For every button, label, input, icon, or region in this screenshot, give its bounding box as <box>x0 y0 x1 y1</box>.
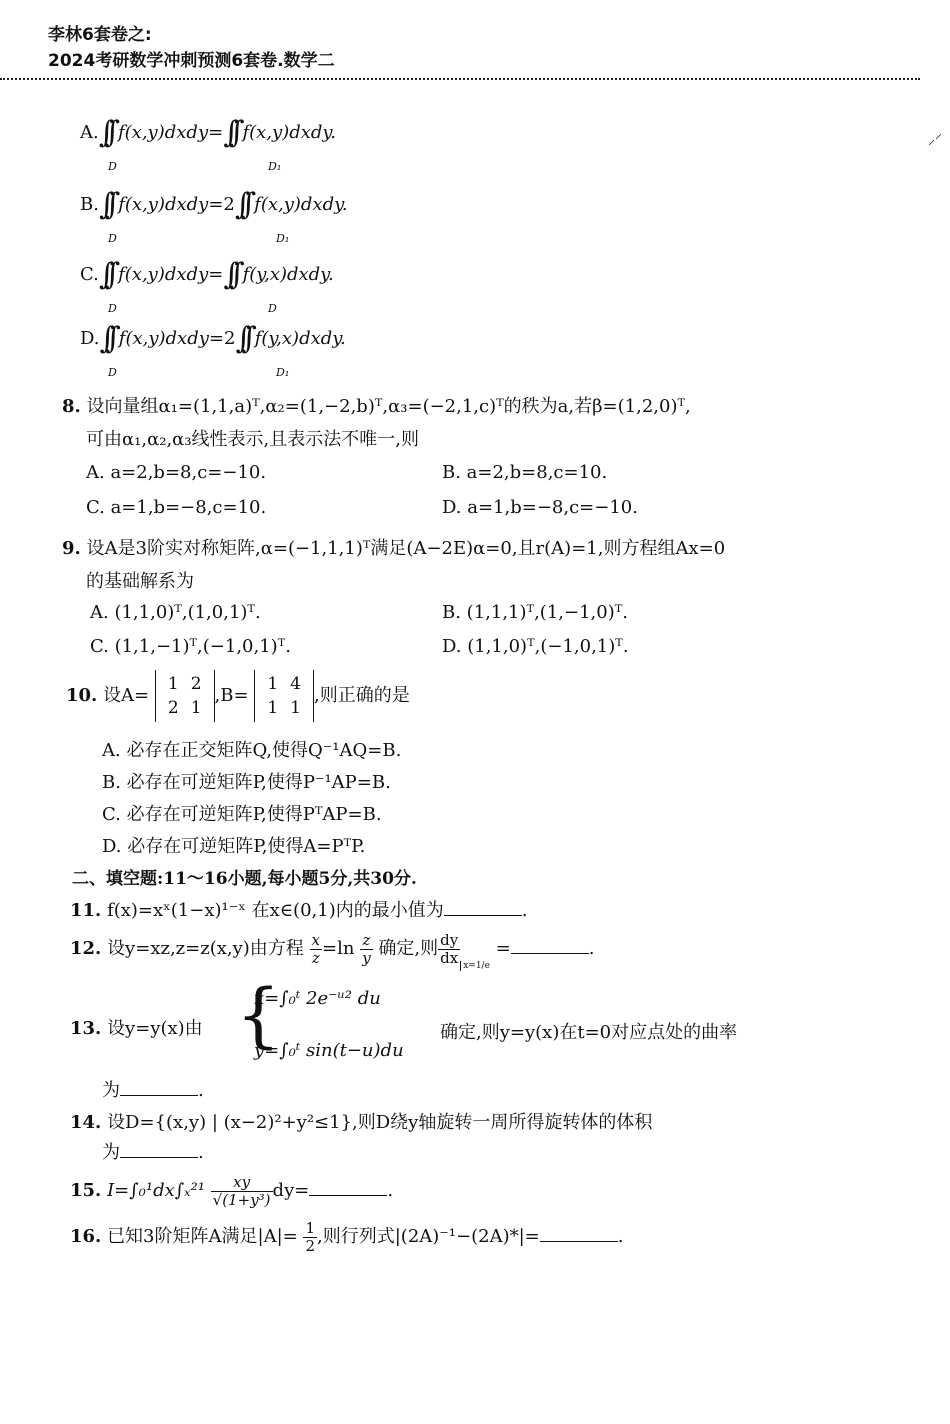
domain-label: D₁ <box>276 366 290 379</box>
margin-mark: ⸝⸍ <box>928 132 942 148</box>
domain-label: D₁ <box>268 160 282 173</box>
q9-option-b: B. (1,1,1)ᵀ,(1,−1,0)ᵀ. <box>442 602 629 623</box>
q14-stem-line2: 为 . <box>102 1142 204 1163</box>
domain-label: D <box>108 302 117 315</box>
q13-equation-x: x=∫₀ᵗ 2e⁻ᵘ² du <box>254 988 381 1009</box>
q13-stem-suffix: 确定,则y=y(x)在t=0对应点处的曲率 <box>440 1022 738 1043</box>
q12-stem: 12. 设y=xz,z=z(x,y)由方程 $\frac{x}{z}$ =ln $\frac{z}{y}$ 确定,则 $\frac{dy}{dx}$ $_{x=1/e}$ = . <box>70 931 595 971</box>
header-series-title: 李林6套卷之: <box>48 25 152 45</box>
q9-option-a: A. (1,1,0)ᵀ,(1,0,1)ᵀ. <box>90 602 261 623</box>
q14-stem: 14. 设D={(x,y) | (x−2)²+y²≤1},则D绕y轴旋转一周所得旋转体的体积 <box>70 1112 653 1133</box>
q10-option-a: A. 必存在正交矩阵Q,使得Q⁻¹AQ=B. <box>102 740 402 761</box>
domain-label: D <box>108 366 117 379</box>
double-integral-icon: ∫∫ <box>98 257 111 292</box>
derivative-fraction: $\frac{dy}{dx}$ <box>440 931 459 967</box>
q8-stem-line1: 8. 设向量组α₁=(1,1,a)ᵀ,α₂=(1,−2,b)ᵀ,α₃=(−2,1,c)ᵀ的秩为a,若β=(1,2,0)ᵀ, <box>62 396 691 417</box>
answer-blank[interactable] <box>120 1143 198 1158</box>
q10-option-c: C. 必存在可逆矩阵P,使得PᵀAP=B. <box>102 804 382 825</box>
q9-option-d: D. (1,1,0)ᵀ,(−1,0,1)ᵀ. <box>442 636 629 657</box>
domain-label: D <box>268 302 277 315</box>
matrix-b: 1 4 1 1 <box>254 670 314 722</box>
evaluation-bar: x=1/e <box>460 961 490 971</box>
domain-label: D₁ <box>276 232 290 245</box>
answer-blank[interactable] <box>444 901 522 916</box>
q9-stem-line1: 9. 设A是3阶实对称矩阵,α=(−1,1,1)ᵀ满足(A−2E)α=0,且r(A)=1,则方程组Ax=0 <box>62 538 726 559</box>
answer-blank[interactable] <box>309 1181 387 1196</box>
fraction: $\frac{z}{y}$ <box>362 931 371 967</box>
answer-blank[interactable] <box>540 1227 618 1242</box>
q13-stem-line2: 为 . <box>102 1080 204 1101</box>
q9-option-c: C. (1,1,−1)ᵀ,(−1,0,1)ᵀ. <box>90 636 291 657</box>
q7-option-c: C.∫∫ f(x,y)dxdy=∫∫ f(y,x)dxdy. <box>80 257 334 292</box>
q7-option-d: D.∫∫ f(x,y)dxdy=2∫∫ f(y,x)dxdy. <box>80 321 346 356</box>
q10-option-b: B. 必存在可逆矩阵P,使得P⁻¹AP=B. <box>102 772 391 793</box>
matrix-a: 1 2 2 1 <box>155 670 215 722</box>
double-integral-icon: ∫∫ <box>223 115 235 150</box>
q7-option-b: B.∫∫ f(x,y)dxdy=2∫∫ f(x,y)dxdy. <box>80 187 348 222</box>
header-book-title: 2024考研数学冲刺预测6套卷.数学二 <box>48 51 335 71</box>
q11-stem: 11. f(x)=xˣ(1−x)¹⁻ˣ 在x∈(0,1)内的最小值为 . <box>70 900 528 921</box>
answer-blank[interactable] <box>511 939 589 954</box>
q13-equation-y: y=∫₀ᵗ sin(t−u)du <box>254 1040 404 1061</box>
double-integral-icon: ∫∫ <box>99 321 111 356</box>
fraction: $\frac{1}{2}$ <box>305 1219 316 1255</box>
q9-stem-line2: 的基础解系为 <box>86 571 194 592</box>
q8-option-b: B. a=2,b=8,c=10. <box>442 462 608 483</box>
fraction: $\frac{xy}{\text{√(1+y³)}}$ <box>212 1173 271 1209</box>
answer-blank[interactable] <box>120 1081 198 1096</box>
q8-option-d: D. a=1,b=−8,c=−10. <box>442 497 638 518</box>
q10-option-d: D. 必存在可逆矩阵P,使得A=PᵀP. <box>102 836 366 857</box>
q8-option-c: C. a=1,b=−8,c=10. <box>86 497 267 518</box>
double-integral-icon: ∫∫ <box>223 257 235 292</box>
q13-stem-prefix: 13. 设y=y(x)由 <box>70 1018 203 1039</box>
fraction: $\frac{x}{z}$ <box>311 931 321 967</box>
domain-label: D <box>108 160 117 173</box>
q8-option-a: A. a=2,b=8,c=−10. <box>86 462 267 483</box>
q10-stem: 10. 设A= 1 2 2 1 ,B= 1 4 1 1 ,则正确的是 <box>66 670 410 722</box>
q15-stem: 15. I=∫₀¹dx∫ₓ²¹ $\frac{xy}{\text{√(1+y³)}}$ dy= . <box>70 1173 394 1209</box>
double-integral-icon: ∫∫ <box>98 187 111 222</box>
section-fill-in-title: 二、填空题:11～16小题,每小题5分,共30分. <box>72 869 417 889</box>
domain-label: D <box>108 232 117 245</box>
double-integral-icon: ∫∫ <box>234 187 247 222</box>
double-integral-icon: ∫∫ <box>98 115 110 150</box>
header-divider <box>0 78 920 80</box>
q16-stem: 16. 已知3阶矩阵A满足|A|= $\frac{1}{2}$ ,则行列式|(2A)⁻¹−(2A)*|= . <box>70 1219 624 1255</box>
q8-stem-line2: 可由α₁,α₂,α₃线性表示,且表示法不唯一,则 <box>86 429 419 450</box>
system-brace: { <box>236 974 281 1056</box>
double-integral-icon: ∫∫ <box>235 321 247 356</box>
q7-option-a: A.∫∫ f(x,y)dxdy=∫∫ f(x,y)dxdy. <box>80 115 336 150</box>
